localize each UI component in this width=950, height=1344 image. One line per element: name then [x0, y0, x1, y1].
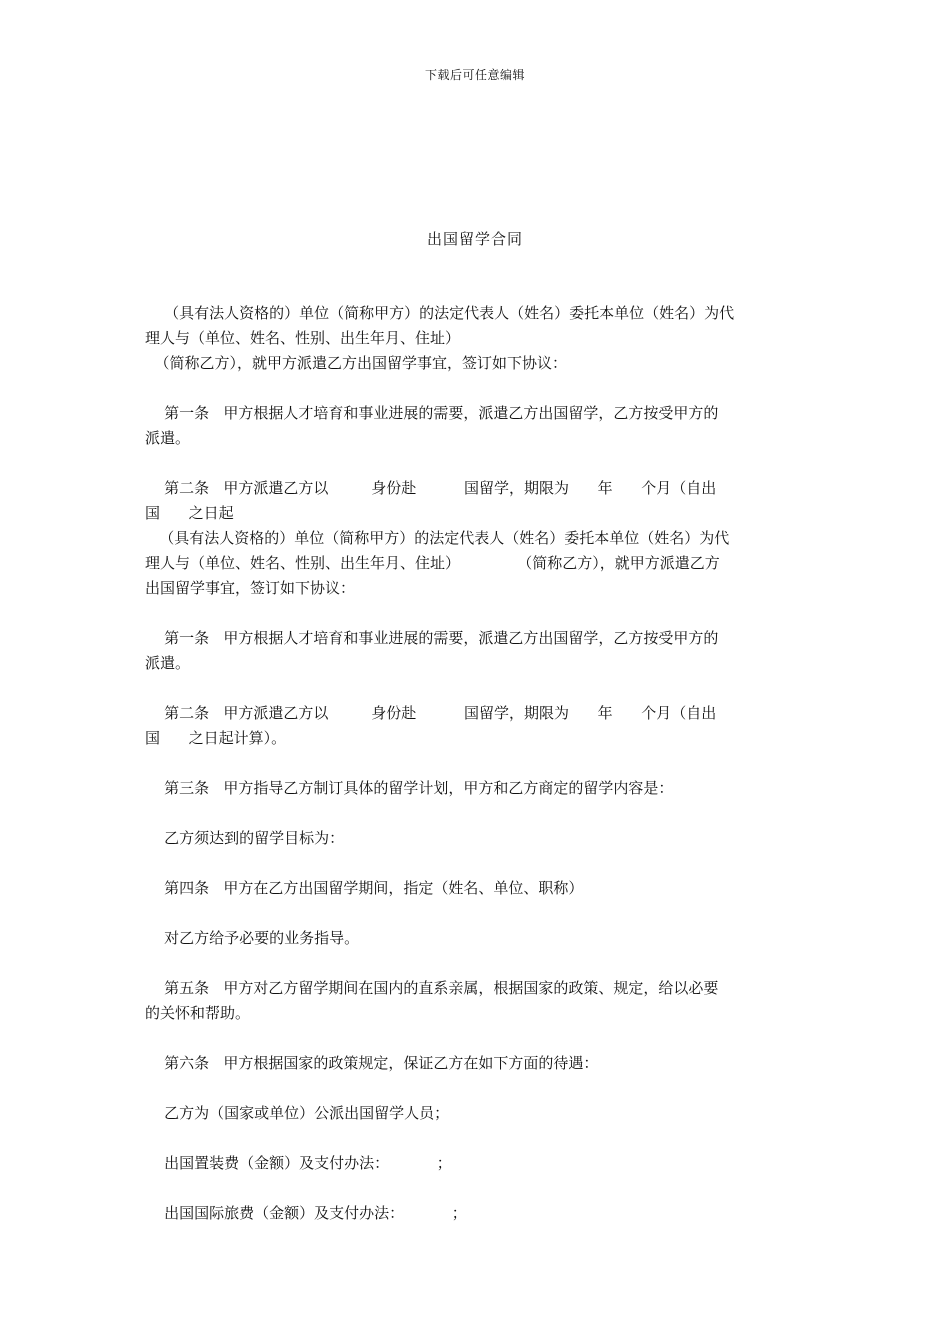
body-line: 理人与（单位、姓名、性别、出生年月、住址） （简称乙方），就甲方派遣乙方	[145, 554, 720, 572]
body-line: 派遣。	[145, 654, 191, 672]
body-line: 乙方为（国家或单位）公派出国留学人员；	[145, 1104, 450, 1122]
body-line: 第五条 甲方对乙方留学期间在国内的直系亲属，根据国家的政策、规定，给以必要	[145, 979, 719, 997]
body-line: 第一条 甲方根据人才培育和事业进展的需要，派遣乙方出国留学，乙方按受甲方的	[145, 404, 719, 422]
body-line: 第二条 甲方派遣乙方以 身份赴 国留学，期限为 年 个月（自出	[145, 704, 717, 722]
header-note: 下载后可任意编辑	[424, 68, 525, 82]
body-line: 国 之日起	[145, 504, 234, 522]
body-line: （简称乙方），就甲方派遣乙方出国留学事宜，签订如下协议：	[145, 354, 568, 372]
body-line: 对乙方给予必要的业务指导。	[145, 929, 360, 947]
body-line: 出国国际旅费（金额）及支付办法： ；	[145, 1204, 467, 1222]
body-line: 乙方须达到的留学目标为：	[145, 829, 345, 847]
body-line: 第三条 甲方指导乙方制订具体的留学计划，甲方和乙方商定的留学内容是：	[145, 779, 674, 797]
body-line: 第二条 甲方派遣乙方以 身份赴 国留学，期限为 年 个月（自出	[145, 479, 717, 497]
body-line: 第四条 甲方在乙方出国留学期间，指定（姓名、单位、职称）	[145, 879, 584, 897]
document-title: 出国留学合同	[426, 230, 523, 248]
body-line: （具有法人资格的）单位（简称甲方）的法定代表人（姓名）委托本单位（姓名）为代	[145, 529, 730, 547]
body-line: 的关怀和帮助。	[145, 1004, 251, 1022]
body-line: 出国置装费（金额）及支付办法： ；	[145, 1154, 452, 1172]
body-line: 第六条 甲方根据国家的政策规定，保证乙方在如下方面的待遇：	[145, 1054, 599, 1072]
body-line: 理人与（单位、姓名、性别、出生年月、住址）	[145, 329, 461, 347]
body-line: 出国留学事宜，签订如下协议：	[145, 579, 356, 597]
body-line: 第一条 甲方根据人才培育和事业进展的需要，派遣乙方出国留学，乙方按受甲方的	[145, 629, 719, 647]
body-line: （具有法人资格的）单位（简称甲方）的法定代表人（姓名）委托本单位（姓名）为代	[145, 304, 735, 322]
body-line: 国 之日起计算）。	[145, 729, 287, 747]
body-line: 派遣。	[145, 429, 191, 447]
